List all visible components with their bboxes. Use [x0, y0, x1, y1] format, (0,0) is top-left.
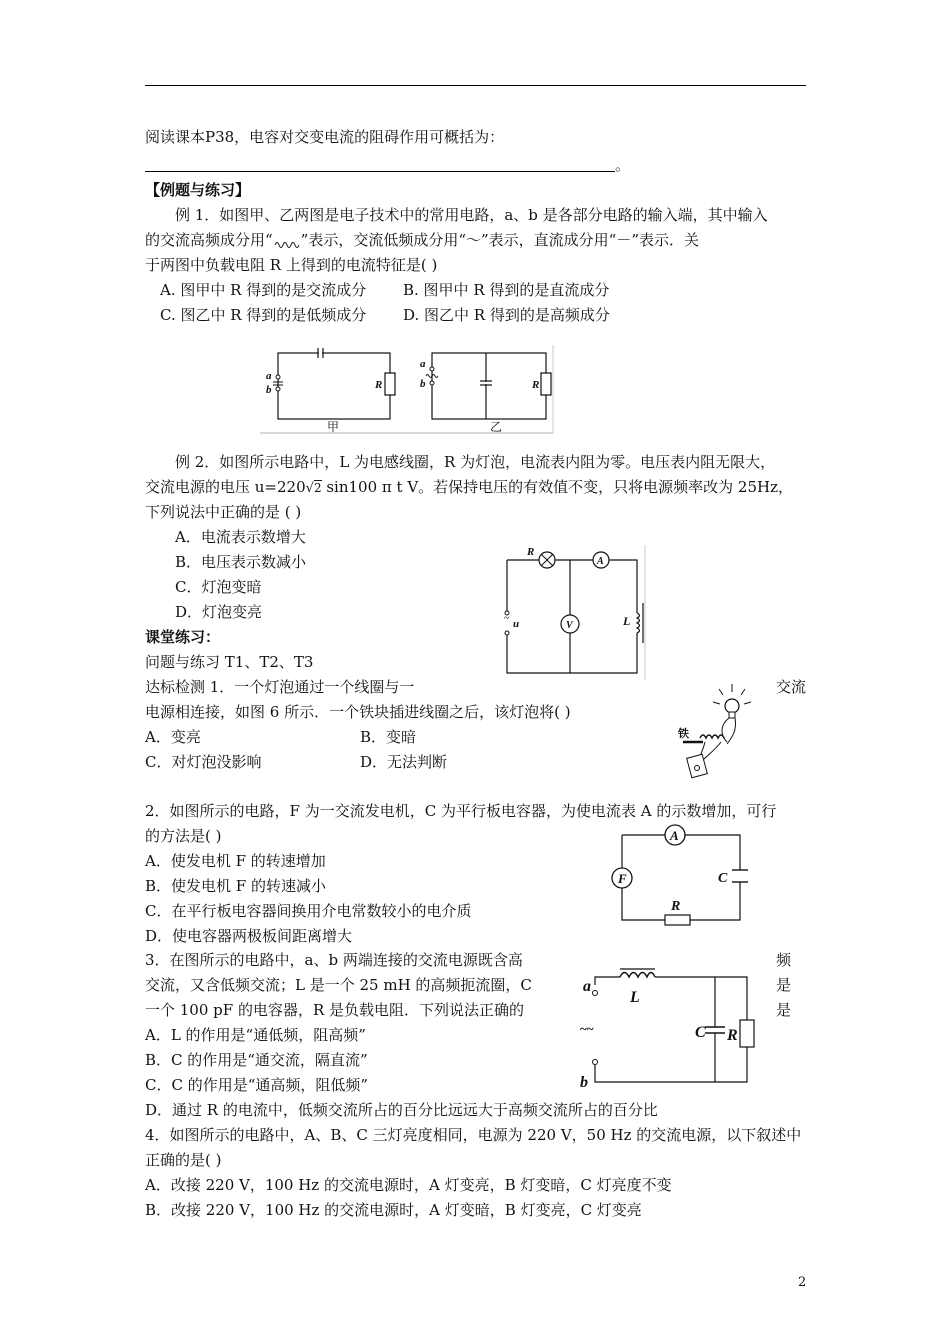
yi-label-b: b — [420, 378, 426, 390]
q3-label-r: R — [727, 1027, 738, 1044]
q1-lamp-coil-figure — [675, 680, 765, 780]
q2-option-b: B．使发电机 F 的转速减小 — [145, 877, 326, 895]
q1-option-a: A．变亮 — [145, 728, 201, 746]
jia-label-a: a — [266, 370, 272, 382]
q3-label-l: L — [630, 989, 640, 1006]
q2-line1: 2．如图所示的电路，F 为一交流发电机，C 为平行板电容器，为使电流表 A 的示数增加，可行 — [145, 802, 777, 820]
ex1-option-b: B. 图甲中 R 得到的是直流成分 — [403, 281, 610, 299]
q3-source-symbol: ~~ — [580, 1021, 594, 1036]
q2-option-a: A．使发电机 F 的转速增加 — [145, 852, 326, 870]
class-practice-title: 课堂练习： — [145, 628, 221, 646]
class-practice-line: 问题与练习 T1、T2、T3 — [145, 653, 314, 671]
q1-line1a: 达标检测 1．一个灯泡通过一个线圈与一 — [145, 678, 415, 696]
q3-option-a: A．L 的作用是“通低频，阻高频” — [145, 1026, 366, 1044]
q4-line2: 正确的是( ) — [145, 1151, 222, 1169]
sqrt-symbol: √ — [305, 481, 314, 496]
circuit-jia-wire — [278, 353, 390, 419]
ex2-line2c: sin100 π t V。若保持电压的有效值不变，只将电源频率改为 25Hz， — [321, 478, 793, 496]
q3-inductor-icon — [620, 973, 655, 978]
inductor-icon — [637, 613, 640, 633]
yi-label-r: R — [532, 379, 540, 391]
ex2-voltmeter-label: V — [566, 620, 573, 631]
q3-line1b: 频 — [776, 951, 792, 969]
q2-generator-label: F — [618, 871, 627, 886]
ex2-inductor-label: L — [623, 614, 631, 628]
q3-line1a: 3．在图所示的电路中，a、b 两端连接的交流电源既含高 — [145, 951, 523, 969]
header-rule — [145, 85, 806, 86]
ex2-option-b: B．电压表示数减小 — [175, 553, 307, 571]
q3-option-b: B．C 的作用是“通交流，隔直流” — [145, 1051, 368, 1069]
ex1-line2b: ”表示，交流低频成分用“～”表示，直流成分用“－”表示．关 — [300, 231, 700, 249]
ex1-line1: 例 1．如图甲、乙两图是电子技术中的常用电路，a、b 是各部分电路的输入端，其中输入 — [175, 206, 768, 224]
ex2-line3: 下列说法中正确的是 ( ) — [145, 503, 302, 521]
q4-option-b: B．改接 220 V，100 Hz 的交流电源时，A 灯变暗，B 灯变亮，C 灯变亮 — [145, 1201, 642, 1219]
ex1-option-c: C. 图乙中 R 得到的是低频成分 — [160, 306, 367, 324]
jia-label-b: b — [266, 384, 272, 396]
answer-blank — [145, 171, 615, 172]
ex2-line2b: 2 — [313, 481, 322, 495]
ex2-bulb-label: R — [527, 546, 535, 558]
q3-resistor-icon — [740, 1020, 754, 1047]
reading-line: 阅读课本P38，电容对交变电流的阻碍作用可概括为： — [145, 128, 505, 146]
q4-option-a: A．改接 220 V，100 Hz 的交流电源时，A 灯变亮，B 灯变暗，C 灯亮度不变 — [145, 1176, 672, 1194]
q3-line2b: 是 — [776, 976, 792, 994]
q2-ammeter-label: A — [670, 828, 679, 843]
wave-symbol-icon — [273, 235, 301, 247]
ex2-source-label: u — [513, 618, 520, 630]
q2-circuit-figure — [605, 820, 750, 925]
circuit-yi-wire — [432, 353, 546, 419]
q3-label-b: b — [580, 1074, 588, 1091]
q3-label-a: a — [583, 978, 591, 995]
q2-line2: 的方法是( ) — [145, 827, 222, 845]
ex2-circuit-figure — [495, 545, 655, 685]
q1-iron-label: 铁 — [678, 728, 689, 740]
q1-line2: 电源相连接，如图 6 所示．一个铁块插进线圈之后，该灯泡将( ) — [145, 703, 571, 721]
yi-label-a: a — [420, 358, 426, 370]
ex1-option-d: D. 图乙中 R 得到的是高频成分 — [403, 306, 610, 324]
yi-caption: 乙 — [490, 420, 503, 434]
q2-resistor-label: R — [671, 899, 681, 914]
q3-line2a: 交流，又含低频交流；L 是一个 25 mH 的高频扼流圈，C — [145, 976, 532, 994]
section-heading: 【例题与练习】 — [145, 181, 251, 199]
coil-icon — [700, 735, 724, 738]
ex2-source-tilde: ~ — [504, 613, 510, 624]
q1-line1b: 交流 — [776, 678, 807, 696]
lamp-icon — [725, 699, 739, 713]
q2-resistor-icon — [665, 915, 690, 925]
q2-option-c: C．在平行板电容器间换用介电常数较小的电介质 — [145, 902, 472, 920]
ex2-line2a: 交流电源的电压 u=220 — [145, 478, 306, 496]
blank-end: 。 — [615, 156, 631, 174]
q2-capacitor-label: C — [718, 871, 728, 886]
jia-label-r: R — [375, 379, 383, 391]
ex1-line3: 于两图中负载电阻 R 上得到的电流特征是( ) — [145, 256, 438, 274]
ex1-line2a: 的交流高频成分用“ — [145, 231, 273, 249]
q3-option-c: C．C 的作用是“通高频，阻低频” — [145, 1076, 369, 1094]
ex1-line2 — [145, 230, 699, 250]
page-number: 2 — [798, 1275, 807, 1290]
q3-label-c: C — [695, 1024, 706, 1041]
q3-line3b: 是 — [776, 1001, 792, 1019]
ex2-option-d: D．灯泡变亮 — [175, 603, 263, 621]
q1-option-d: D．无法判断 — [360, 753, 448, 771]
ex2-option-c: C．灯泡变暗 — [175, 578, 262, 596]
q1-option-c: C．对灯泡没影响 — [145, 753, 262, 771]
q2-option-d: D．使电容器两极板间距离增大 — [145, 927, 353, 945]
q4-line1: 4．如图所示的电路中，A、B、C 三灯亮度相同，电源为 220 V，50 Hz 的交流电源，以下叙述中 — [145, 1126, 802, 1144]
ex2-ammeter-label: A — [597, 556, 604, 567]
ex2-line2 — [145, 477, 793, 499]
q1-option-b: B．变暗 — [360, 728, 417, 746]
q3-circuit-figure — [575, 965, 760, 1090]
ex2-line1: 例 2．如图所示电路中，L 为电感线圈，R 为灯泡，电流表内阻为零。电压表内阻无限大， — [175, 453, 776, 471]
q3-option-d: D．通过 R 的电流中，低频交流所占的百分比远远大于高频交流所占的百分比 — [145, 1101, 658, 1119]
ex2-option-a: A．电流表示数增大 — [175, 528, 306, 546]
ex1-circuit-figure — [255, 345, 555, 435]
q3-line3a: 一个 100 pF 的电容器，R 是负载电阻．下列说法正确的 — [145, 1001, 525, 1019]
jia-caption: 甲 — [327, 420, 340, 434]
ex1-option-a: A. 图甲中 R 得到的是交流成分 — [160, 281, 367, 299]
